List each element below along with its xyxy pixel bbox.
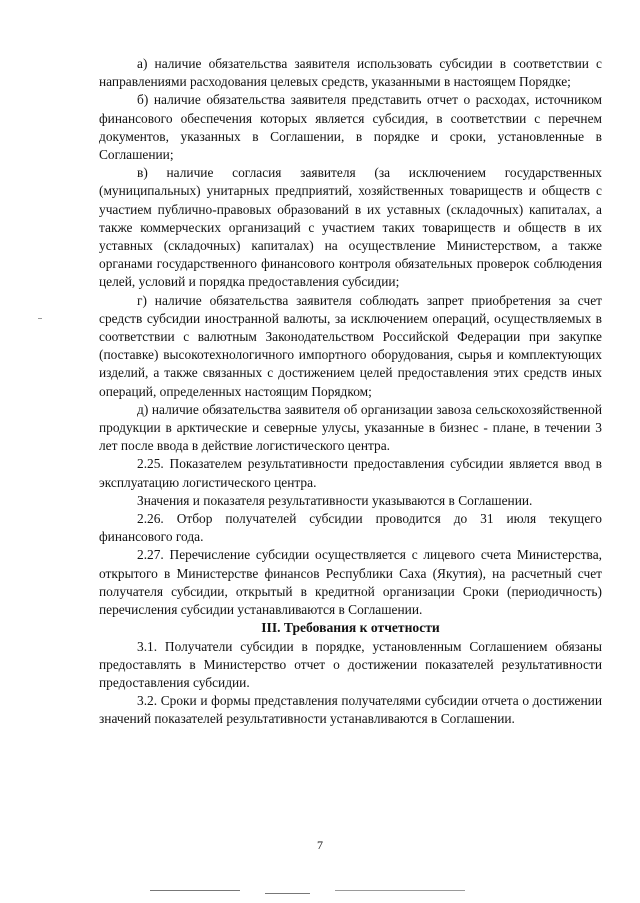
- paragraph-3-2: 3.2. Сроки и формы представления получателями субсидии отчета о достижении значений показателей результативности устанавливаются в Соглашении.: [99, 693, 602, 727]
- paragraph-2-26: 2.26. Отбор получателей субсидии проводится до 31 июля текущего финансового года.: [99, 511, 602, 545]
- paragraph-d: д) наличие обязательства заявителя об организации завоза сельскохозяйственной продукции в арктические и северные улусы, указанные в бизнес - плане, в течении 3 лет после ввода в действие логистического центра.: [99, 401, 602, 454]
- scan-artifact: [335, 890, 465, 891]
- section-heading: III. Требования к отчетности: [261, 620, 440, 636]
- paragraph-2-27: 2.27. Перечисление субсидии осуществляется с лицевого счета Министерства, открытого в Министерстве финансов Республики Саха (Якутия), на расчетный счет получателя субсидии, открытый в кредитной организации Сроки (периодичность) перечисления субсидии устанавливаются в Соглашении.: [99, 547, 602, 618]
- paragraph-b: б) наличие обязательства заявителя представить отчет о расходах, источником финансового обеспечения которых является субсидия, в соответствии с перечнем документов, указанных в Соглашении, в порядке и сроки, установленные в Соглашении;: [99, 92, 602, 163]
- scan-artifact: [150, 890, 240, 891]
- paragraph-g: г) наличие обязательства заявителя соблюдать запрет приобретения за счет средств субсидии иностранной валюты, за исключением операций, осуществляемых в соответствии с валютным Законодательством Российской Федерации при закупке (поставке) высокотехнологичного импортного оборудования, сырья и комплектующих изделий, а также связанных с достижением целей предоставления этих средств иных операций, определенных настоящим Порядком;: [99, 292, 602, 399]
- document-page: [99, 55, 602, 729]
- paragraph-2-25: 2.25. Показателем результативности предоставления субсидии является ввод в эксплуатацию логистического центра.: [99, 456, 602, 490]
- paragraph-result-values: Значения и показателя результативности указываются в Соглашении.: [137, 492, 533, 508]
- paragraph-a: а) наличие обязательства заявителя использовать субсидии в соответствии с направлениями расходования целевых средств, указанными в настоящем Порядке;: [99, 56, 602, 90]
- paragraph-3-1: 3.1. Получатели субсидии в порядке, установленным Соглашением обязаны предоставлять в Министерство отчет о достижении показателей результативности предоставления субсидии.: [99, 638, 602, 690]
- page-number: 7: [317, 838, 323, 852]
- scan-artifact: [265, 893, 310, 894]
- scan-artifact: [38, 318, 42, 319]
- paragraph-v: в) наличие согласия заявителя (за исключением государственных (муниципальных) унитарных предприятий, хозяйственных товариществ и обществ с участием публично-правовых образований в их уставных (складочных) капиталах, а также коммерческих организаций с участием таких товариществ и обществ в их уставных (складочных) капиталах) на осуществление Министерством, а также органами государственного финансового контроля обязательных проверок соблюдения целей, условий и порядка предоставления субсидии;: [99, 165, 602, 290]
